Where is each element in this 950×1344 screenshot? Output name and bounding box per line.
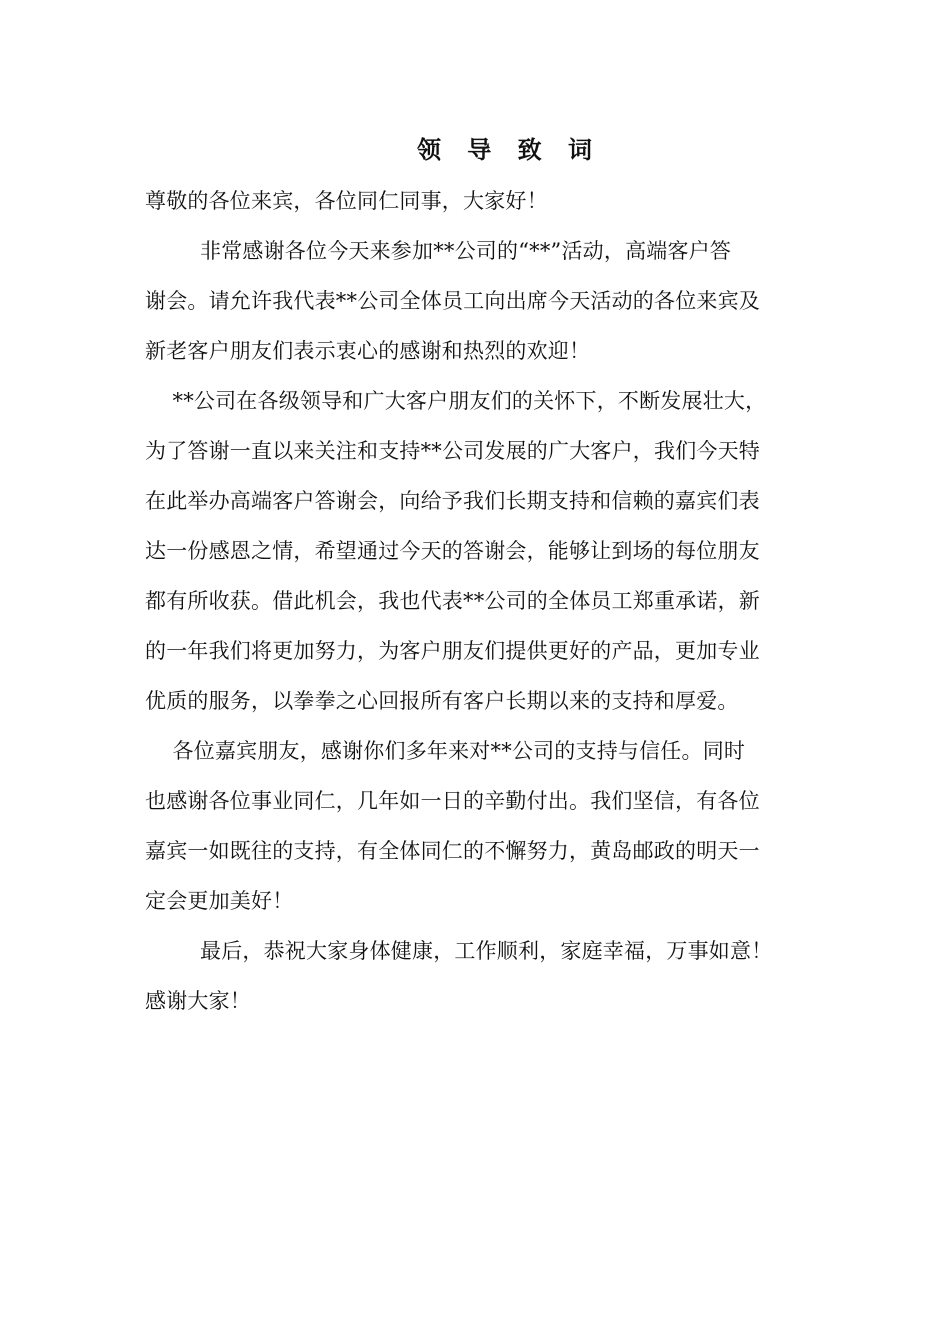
- paragraph-line: 优质的服务，以拳拳之心回报所有客户长期以来的支持和厚爱。: [145, 689, 739, 713]
- paragraph-line: 各位嘉宾朋友，感谢你们多年来对**公司的支持与信任。同时: [145, 739, 746, 763]
- paragraph-line: 谢会。请允许我代表**公司全体员工向出席今天活动的各位来宾及: [145, 289, 760, 313]
- paragraph-line: 也感谢各位事业同仁，几年如一日的辛勤付出。我们坚信，有各位: [145, 789, 760, 813]
- paragraph-line: 的一年我们将更加努力，为客户朋友们提供更好的产品，更加专业: [145, 639, 760, 663]
- document-title: 领 导 致 词: [416, 135, 602, 164]
- paragraph-line: 定会更加美好！: [145, 889, 294, 913]
- closing-line: 感谢大家！: [145, 989, 251, 1013]
- paragraph-line: 达一份感恩之情，希望通过今天的答谢会，能够让到场的每位朋友: [145, 539, 760, 563]
- paragraph-line: **公司在各级领导和广大客户朋友们的关怀下，不断发展壮大，: [145, 389, 767, 413]
- paragraph-line: 嘉宾一如既往的支持，有全体同仁的不懈努力，黄岛邮政的明天一: [145, 839, 760, 863]
- closing-line: 最后，恭祝大家身体健康，工作顺利，家庭幸福，万事如意！: [145, 939, 773, 963]
- paragraph-line: 新老客户朋友们表示衷心的感谢和热烈的欢迎！: [145, 339, 591, 363]
- paragraph-line: 在此举办高端客户答谢会，向给予我们长期支持和信赖的嘉宾们表: [145, 489, 760, 513]
- greeting-line: 尊敬的各位来宾，各位同仁同事，大家好！: [145, 189, 548, 213]
- paragraph-line: 都有所收获。借此机会，我也代表**公司的全体员工郑重承诺，新: [145, 589, 760, 613]
- paragraph-line: 为了答谢一直以来关注和支持**公司发展的广大客户，我们今天特: [145, 439, 760, 463]
- paragraph-line: 非常感谢各位今天来参加**公司的“**”活动，高端客户答: [145, 239, 732, 263]
